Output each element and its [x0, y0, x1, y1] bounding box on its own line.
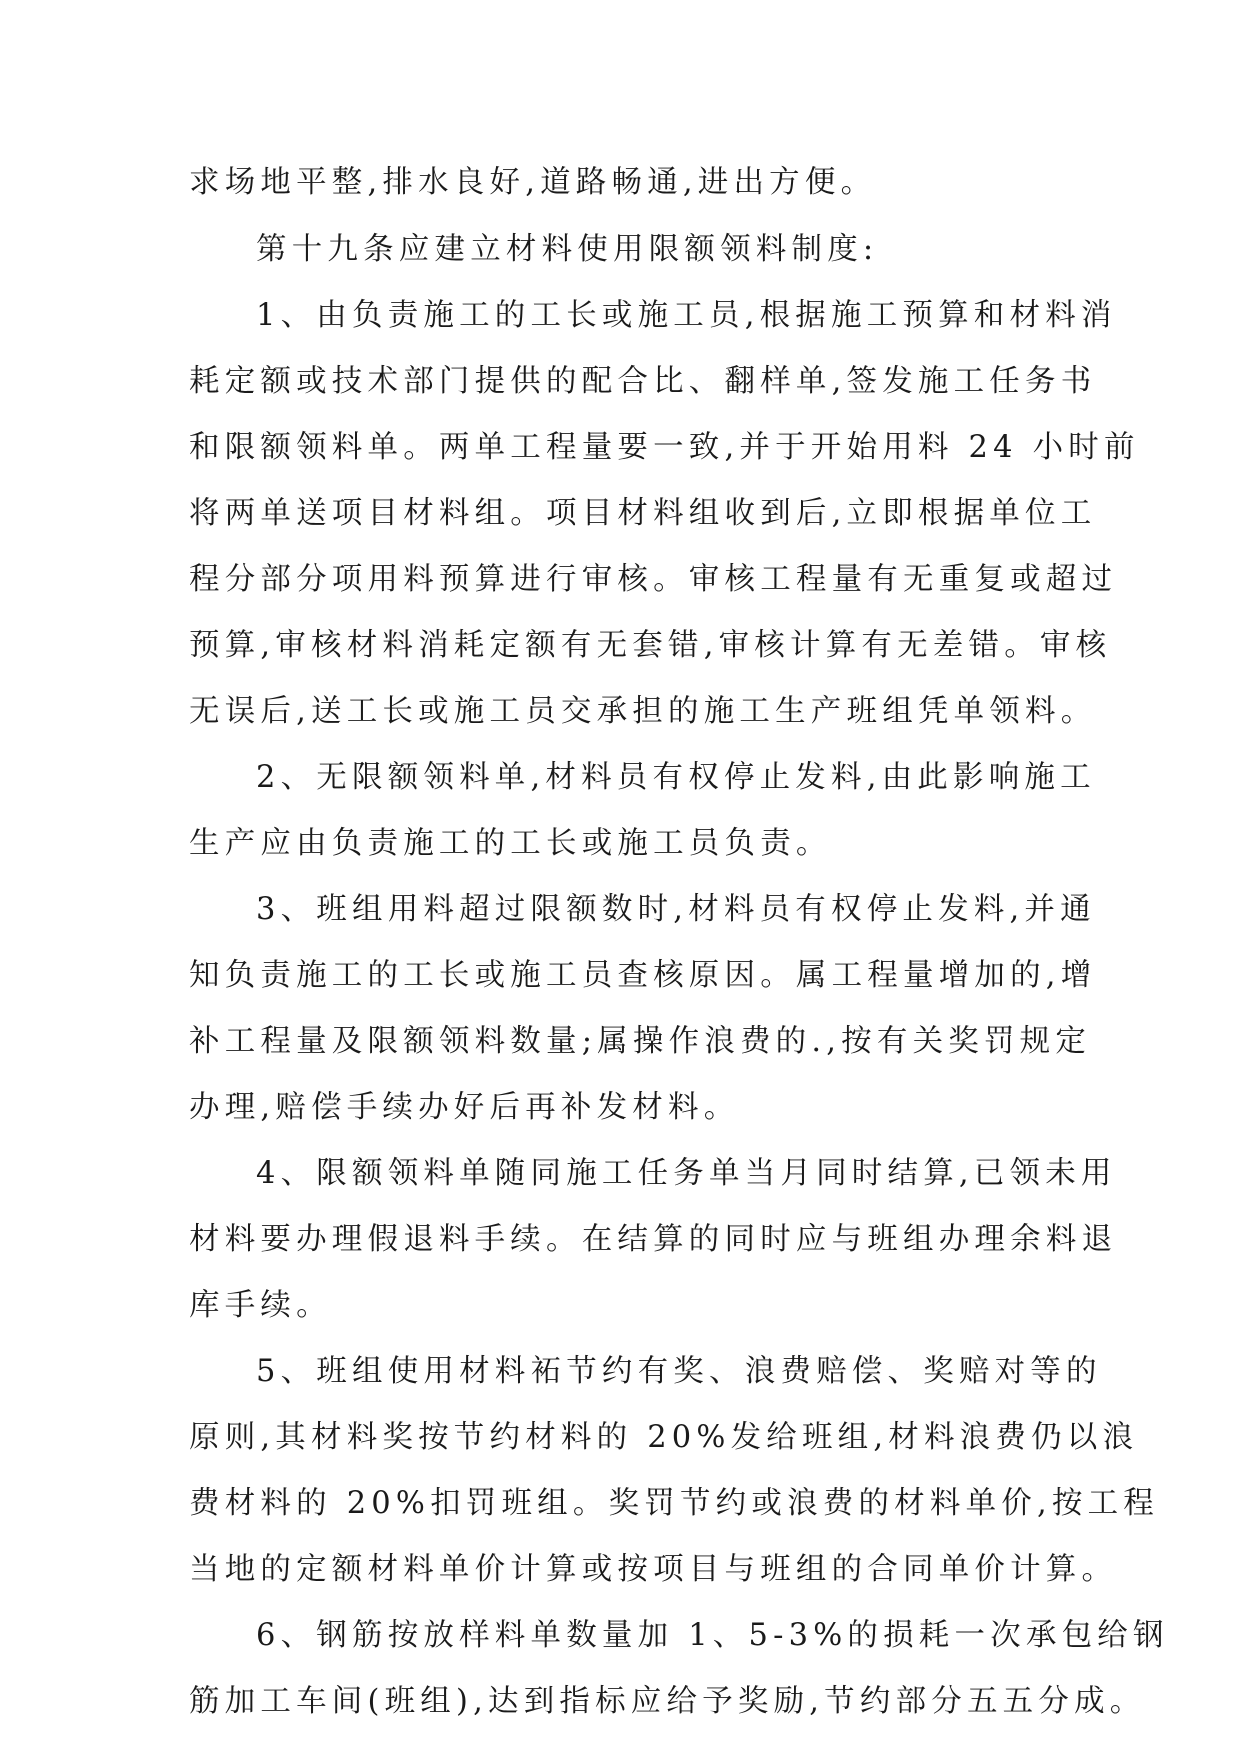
text-line: 当地的定额材料单价计算或按项目与班组的合同单价计算。 — [189, 1552, 1118, 1587]
text-line: 求场地平整,排水良好,道路畅通,进出方便。 — [189, 165, 877, 200]
text-line: 筋加工车间(班组),达到指标应给予奖励,节约部分五五分成。 — [189, 1684, 1146, 1719]
text-line: 预算,审核材料消耗定额有无套错,审核计算有无差错。审核 — [189, 628, 1112, 663]
text-line: 费材料的 20%扣罚班组。奖罚节约或浪费的材料单价,按工程 — [189, 1486, 1159, 1521]
text-line: 原则,其材料奖按节约材料的 20%发给班组,材料浪费仍以浪 — [189, 1420, 1139, 1455]
text-line: 耗定额或技术部门提供的配合比、翻样单,签发施工任务书 — [189, 364, 1097, 399]
text-line: 办理,赔偿手续办好后再补发材料。 — [189, 1090, 740, 1125]
text-line: 4、限额领料单随同施工任务单当月同时结算,已领未用 — [256, 1156, 1117, 1191]
text-line: 5、班组使用材料袥节约有奖、浪费赔偿、奖赔对等的 — [256, 1354, 1102, 1389]
text-line: 将两单送项目材料组。项目材料组收到后,立即根据单位工 — [189, 496, 1097, 531]
text-line: 库手续。 — [189, 1288, 332, 1323]
text-line: 1、由负责施工的工长或施工员,根据施工预算和材料消 — [256, 298, 1117, 333]
text-line: 3、班组用料超过限额数时,材料员有权停止发料,并通 — [256, 892, 1096, 927]
text-line: 补工程量及限额领料数量;属操作浪费的.,按有关奖罚规定 — [189, 1024, 1092, 1059]
text-line: 材料要办理假退料手续。在结算的同时应与班组办理余料退 — [189, 1222, 1118, 1257]
text-line: 生产应由负责施工的工长或施工员负责。 — [189, 826, 832, 861]
text-line: 和限额领料单。两单工程量要一致,并于开始用料 24 小时前 — [189, 430, 1140, 465]
text-line: 2、无限额领料单,材料员有权停止发料,由此影响施工 — [256, 760, 1096, 795]
text-line: 知负责施工的工长或施工员查核原因。属工程量增加的,增 — [189, 958, 1097, 993]
text-line: 无误后,送工长或施工员交承担的施工生产班组凭单领料。 — [189, 694, 1097, 729]
article-heading: 第十九条应建立材料使用限额领料制度: — [256, 232, 879, 267]
text-line: 程分部分项用料预算进行审核。审核工程量有无重复或超过 — [189, 562, 1118, 597]
text-line: 6、钢筋按放样料单数量加 1、5-3%的损耗一次承包给钢 — [256, 1618, 1169, 1653]
